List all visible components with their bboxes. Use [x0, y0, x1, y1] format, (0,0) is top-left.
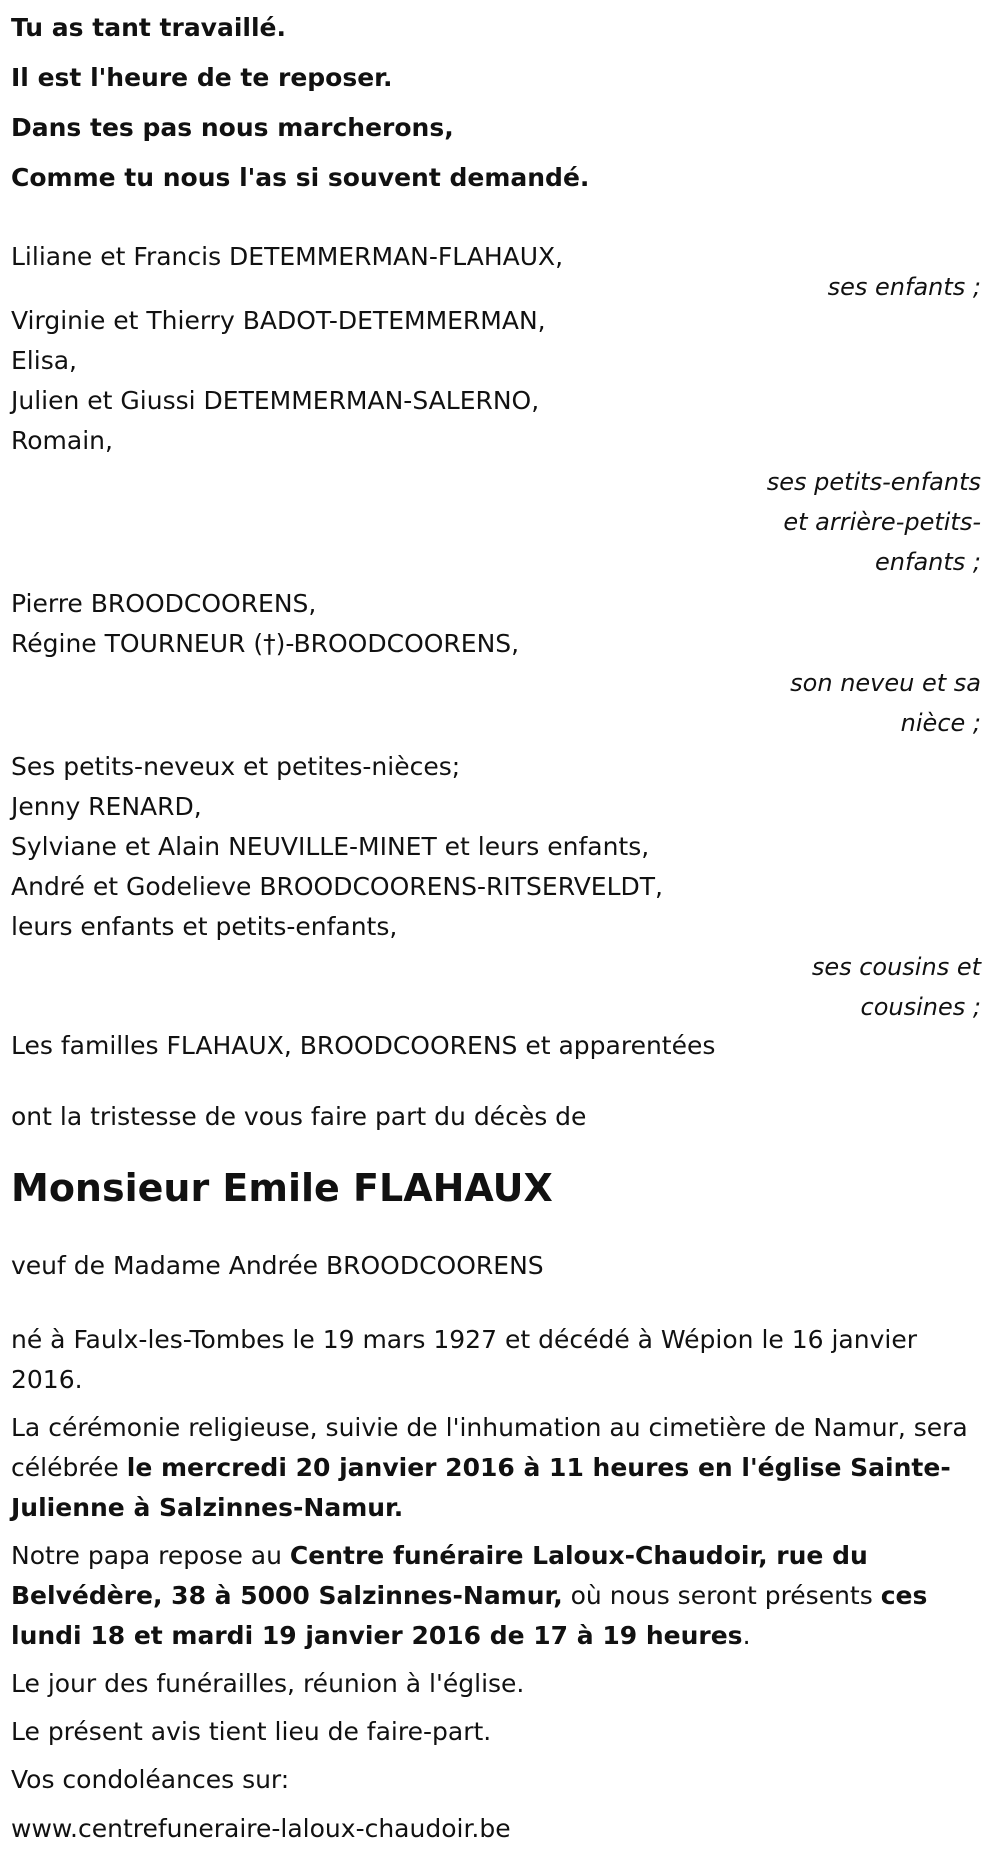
relation-label: nièce ; — [900, 709, 981, 737]
relation-label: ses petits-enfants — [766, 468, 981, 496]
poem-line: Il est l'heure de te reposer. — [11, 63, 393, 92]
deceased-name: Monsieur Emile FLAHAUX — [11, 1166, 553, 1210]
family-name: Liliane et Francis DETEMMERMAN-FLAHAUX, — [11, 242, 564, 271]
funeral-home-address: Centre funéraire Laloux-Chaudoir, rue du Belvédère, 38 à 5000 Salzinnes-Namur, — [11, 1541, 868, 1610]
website-link[interactable]: www.centrefuneraire-laloux-chaudoir.be — [11, 1814, 511, 1843]
visitation-dates: ces lundi 18 et mardi 19 janvier 2016 de 17 à 19 heures — [11, 1581, 928, 1650]
announcement-line: ont la tristesse de vous faire part du décès de — [11, 1102, 587, 1131]
notice-line: Le présent avis tient lieu de faire-part. — [11, 1717, 492, 1746]
visitation-text: où nous seront présents — [562, 1581, 881, 1610]
family-name: Pierre BROODCOORENS, — [11, 589, 317, 618]
obituary-page — [0, 3, 1000, 1845]
family-name: Ses petits-neveux et petites-nièces; — [11, 752, 461, 781]
family-name: Julien et Giussi DETEMMERMAN-SALERNO, — [11, 386, 540, 415]
birth-death-paragraph: né à Faulx-les-Tombes le 19 mars 1927 et décédé à Wépion le 16 janvier 2016. — [11, 1325, 917, 1394]
relation-label: et arrière-petits- — [783, 508, 981, 536]
family-name: leurs enfants et petits-enfants, — [11, 912, 398, 941]
family-name: André et Godelieve BROODCOORENS-RITSERVELDT, — [11, 872, 663, 901]
widower-line: veuf de Madame Andrée BROODCOORENS — [11, 1251, 544, 1280]
poem — [11, 3, 1000, 203]
relation-label: ses enfants ; — [827, 273, 981, 301]
visitation-paragraph — [11, 1536, 991, 1656]
visitation-text: . — [742, 1621, 751, 1650]
meeting-line: Le jour des funérailles, réunion à l'église. — [11, 1669, 525, 1698]
ceremony-text: La cérémonie religieuse, suivie de l'inhumation au cimetière de Namur, sera célébrée — [11, 1413, 968, 1482]
poem-line: Comme tu nous l'as si souvent demandé. — [11, 163, 590, 192]
visitation-text: Notre papa repose au — [11, 1541, 290, 1570]
relation-label: son neveu et sa — [790, 669, 981, 697]
family-name: Elisa, — [11, 346, 77, 375]
relation-label: ses cousins et — [811, 953, 981, 981]
children-group — [11, 237, 991, 307]
condolences-line: Vos condoléances sur: — [11, 1765, 290, 1794]
cousins-group — [11, 747, 991, 1027]
family-name: Romain, — [11, 426, 113, 455]
poem-line: Dans tes pas nous marcherons, — [11, 113, 454, 142]
ceremony-date-place: le mercredi 20 janvier 2016 à 11 heures en l'église Sainte-Julienne à Salzinnes-Namur. — [11, 1453, 951, 1522]
family-name: Jenny RENARD, — [11, 792, 202, 821]
ceremony-paragraph — [11, 1408, 991, 1528]
family-name: Sylviane et Alain NEUVILLE-MINET et leurs enfants, — [11, 832, 650, 861]
relation-label: cousines ; — [860, 993, 981, 1021]
poem-line: Tu as tant travaillé. — [11, 13, 287, 42]
family-name: Virginie et Thierry BADOT-DETEMMERMAN, — [11, 306, 546, 335]
grandchildren-group — [11, 301, 991, 582]
nephew-niece-group — [11, 584, 991, 743]
families-line: Les familles FLAHAUX, BROODCOORENS et apparentées — [11, 1031, 716, 1060]
family-name: Régine TOURNEUR (†)-BROODCOORENS, — [11, 629, 520, 658]
relation-label: enfants ; — [875, 548, 981, 576]
